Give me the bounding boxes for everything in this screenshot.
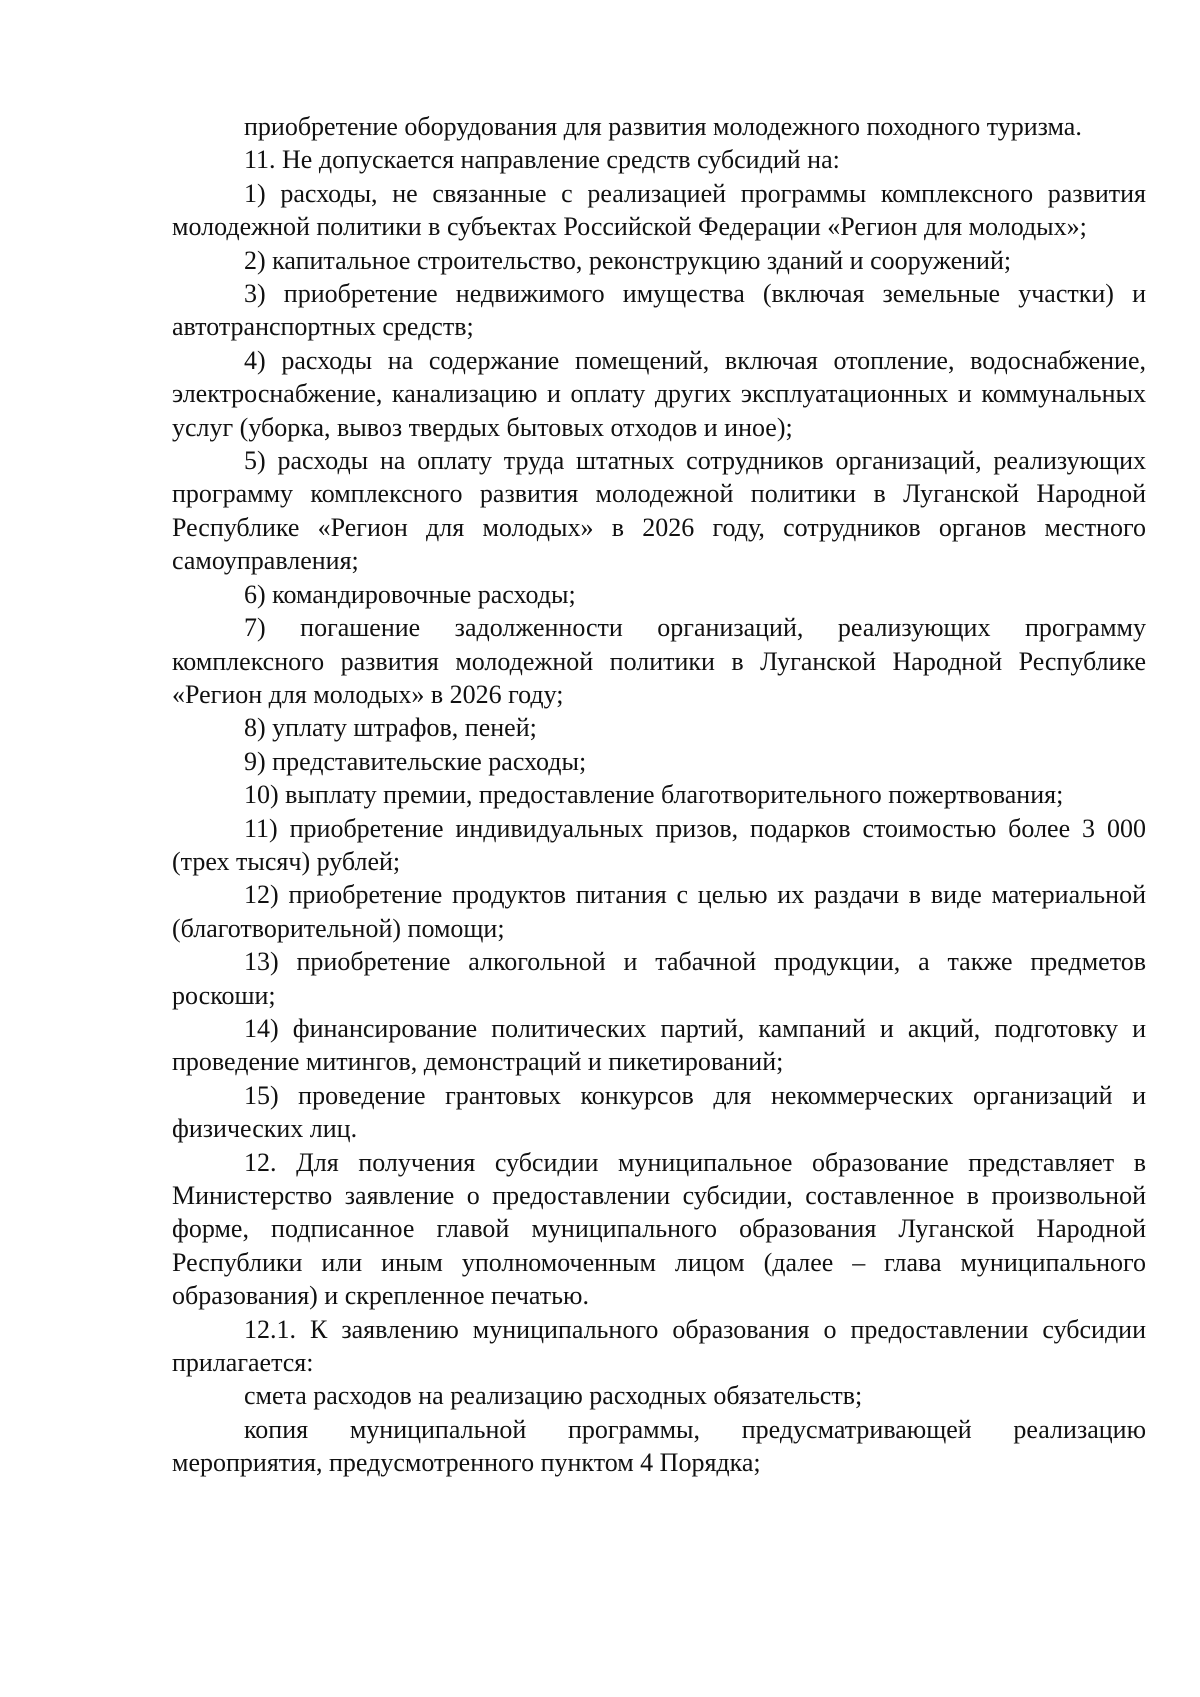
list-item-10: 10) выплату премии, предоставление благотворительного пожертвования; [244, 780, 1064, 810]
document-page [172, 110, 1146, 1480]
list-item-13: 13) приобретение алкогольной и табачной продукции, а также предметов роскоши; [172, 947, 1146, 1010]
list-item-14: 14) финансирование политических партий, кампаний и акций, подготовку и проведение митингов, демонстраций и пикетирований; [172, 1013, 1146, 1077]
list-item-15: 15) проведение грантовых конкурсов для некоммерческих организаций и физических лиц. [172, 1080, 1146, 1144]
list-item-12: 12) приобретение продуктов питания с целью их раздачи в виде материальной (благотворительной) помощи; [172, 880, 1146, 943]
list-item-7: 7) погашение задолженности организаций, реализующих программу комплексного развития молодежной политики в Луганской Народной Республике «Регион для молодых» в 2026 году; [172, 613, 1146, 709]
attachment-program-copy: копия муниципальной программы, предусматривающей реализацию мероприятия, предусмотренного пунктом 4 Порядка; [172, 1414, 1146, 1478]
list-item-1: 1) расходы, не связанные с реализацией программы комплексного развития молодежной политики в субъектах Российской Федерации «Регион для молодых»; [172, 178, 1146, 242]
list-item-2: 2) капитальное строительство, реконструкцию зданий и сооружений; [244, 245, 1012, 275]
paragraph-item-12-1: 12.1. К заявлению муниципального образования о предоставлении субсидии прилагается: [172, 1314, 1146, 1378]
paragraph-item-11-heading: 11. Не допускается направление средств субсидий на: [244, 145, 840, 175]
attachment-estimate: смета расходов на реализацию расходных обязательств; [244, 1381, 863, 1411]
paragraph-item-12: 12. Для получения субсидии муниципальное образование представляет в Министерство заявление о предоставлении субсидии, составленное в произвольной форме, подписанное главой муниципального образования Луганской Народной Республики или иным уполномоченным лицом (далее – глава муниципального образования) и скрепленное печатью. [172, 1147, 1146, 1311]
list-item-4: 4) расходы на содержание помещений, включая отопление, водоснабжение, электроснабжение, канализацию и оплату других эксплуатационных и коммунальных услуг (уборка, вывоз твердых бытовых отходов и иное); [172, 345, 1146, 442]
list-item-8: 8) уплату штрафов, пеней; [244, 713, 537, 743]
paragraph-equipment-tourism: приобретение оборудования для развития молодежного походного туризма. [244, 112, 1082, 141]
list-item-11: 11) приобретение индивидуальных призов, подарков стоимостью более 3 000 (трех тысяч) рублей; [172, 813, 1146, 876]
list-item-3: 3) приобретение недвижимого имущества (включая земельные участки) и автотранспортных средств; [172, 279, 1146, 342]
list-item-6: 6) командировочные расходы; [244, 579, 576, 609]
list-item-9: 9) представительские расходы; [244, 746, 587, 776]
list-item-5: 5) расходы на оплату труда штатных сотрудников организаций, реализующих программу комплексного развития молодежной политики в Луганской Народной Республике «Регион для молодых» в 2026 году, сотрудников органов местного самоуправления; [172, 446, 1146, 576]
